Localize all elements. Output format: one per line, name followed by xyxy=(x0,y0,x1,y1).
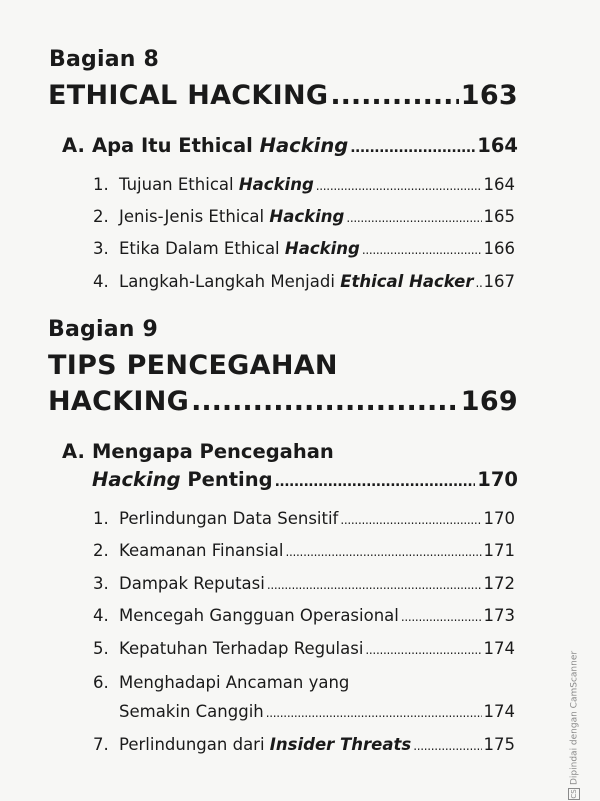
section-title-em: Hacking xyxy=(92,468,181,491)
part8-page: 163 xyxy=(460,80,518,111)
item-text-em: Hacking xyxy=(269,207,345,226)
leader-dots xyxy=(266,706,482,720)
item-text-em: Hacking xyxy=(238,175,314,194)
leader-dots xyxy=(362,243,482,257)
item-number: 4. xyxy=(93,272,109,291)
item-text: Langkah-Langkah Menjadi xyxy=(119,272,341,291)
leader-dots xyxy=(316,179,482,193)
section-title: Mengapa Pencegahan xyxy=(92,440,334,463)
item-page: 171 xyxy=(483,541,515,560)
watermark-text: Dipindai dengan CamScanner xyxy=(569,650,580,785)
toc-item xyxy=(93,175,515,194)
item-text-em: Ethical Hacker xyxy=(340,272,474,291)
item-text: Dampak Reputasi xyxy=(119,574,265,593)
item-text: Kepatuhan Terhadap Regulasi xyxy=(119,639,364,658)
item-page: 174 xyxy=(483,702,515,721)
part8-label: Bagian 8 xyxy=(49,47,159,72)
toc-item xyxy=(93,606,515,625)
leader-dots xyxy=(346,211,481,225)
section-letter: A. xyxy=(62,134,85,157)
item-page: 170 xyxy=(483,509,515,528)
part8-title: ETHICAL HACKING xyxy=(48,80,329,111)
part9-label: Bagian 9 xyxy=(48,317,158,342)
item-page: 164 xyxy=(483,175,515,194)
item-page: 172 xyxy=(483,574,515,593)
scanner-watermark xyxy=(568,651,580,800)
item-page: 167 xyxy=(483,272,515,291)
section-letter: A. xyxy=(62,440,85,463)
item-page: 175 xyxy=(483,735,515,754)
item-number: 5. xyxy=(93,639,109,658)
item-text-cont: Semakin Canggih xyxy=(119,702,264,721)
leader-dots xyxy=(413,739,481,753)
toc-item xyxy=(93,735,515,754)
item-number: 7. xyxy=(93,735,109,754)
item-text: Jenis-Jenis Ethical xyxy=(119,207,270,226)
toc-item-line1 xyxy=(93,673,349,692)
part9-page: 169 xyxy=(460,386,518,417)
item-text: Tujuan Ethical xyxy=(119,175,239,194)
part9-title-line2: HACKING xyxy=(48,386,190,417)
item-number: 2. xyxy=(93,207,109,226)
part9-title-line1: TIPS PENCEGAHAN xyxy=(48,350,338,381)
toc-item xyxy=(93,239,515,258)
leader-dots xyxy=(401,610,482,624)
item-text-em: Insider Threats xyxy=(269,735,412,754)
toc-item xyxy=(93,207,515,226)
toc-item xyxy=(93,639,515,658)
camscanner-logo-icon: CS xyxy=(570,789,578,799)
item-text-em: Hacking xyxy=(284,239,360,258)
part8-section-a xyxy=(62,134,518,157)
item-number: 1. xyxy=(93,509,109,528)
item-number: 6. xyxy=(93,673,109,692)
leader-dots xyxy=(191,386,459,417)
item-page: 173 xyxy=(483,606,515,625)
item-number: 1. xyxy=(93,175,109,194)
item-page: 165 xyxy=(483,207,515,226)
leader-dots xyxy=(476,276,482,290)
item-text: Keamanan Finansial xyxy=(119,541,284,560)
toc-item xyxy=(93,574,515,593)
part8-title-entry xyxy=(48,80,518,111)
toc-item-line2 xyxy=(119,702,515,721)
section-title-em: Hacking xyxy=(259,134,349,157)
part9-section-a-line1 xyxy=(62,440,334,463)
leader-dots xyxy=(340,513,481,527)
leader-dots xyxy=(365,643,481,657)
leader-dots xyxy=(350,140,475,156)
item-text: Perlindungan Data Sensitif xyxy=(119,509,339,528)
item-page: 174 xyxy=(483,639,515,658)
toc-item xyxy=(93,272,515,291)
item-text: Menghadapi Ancaman yang xyxy=(119,673,350,692)
item-number: 3. xyxy=(93,239,109,258)
item-number: 4. xyxy=(93,606,109,625)
section-title: Apa Itu Ethical xyxy=(92,134,260,157)
item-page: 166 xyxy=(483,239,515,258)
leader-dots xyxy=(286,545,482,559)
leader-dots xyxy=(267,578,482,592)
section-title-cont: Penting xyxy=(180,468,273,491)
leader-dots xyxy=(330,80,458,111)
item-number: 3. xyxy=(93,574,109,593)
item-text: Perlindungan dari xyxy=(119,735,270,754)
section-page: 170 xyxy=(477,468,518,491)
item-text: Etika Dalam Ethical xyxy=(119,239,285,258)
part9-title-entry xyxy=(48,386,518,417)
toc-item xyxy=(93,509,515,528)
leader-dots xyxy=(275,474,476,490)
item-number: 2. xyxy=(93,541,109,560)
item-text: Mencegah Gangguan Operasional xyxy=(119,606,399,625)
part9-section-a-line2 xyxy=(92,468,518,491)
toc-item xyxy=(93,541,515,560)
section-page: 164 xyxy=(477,134,518,157)
